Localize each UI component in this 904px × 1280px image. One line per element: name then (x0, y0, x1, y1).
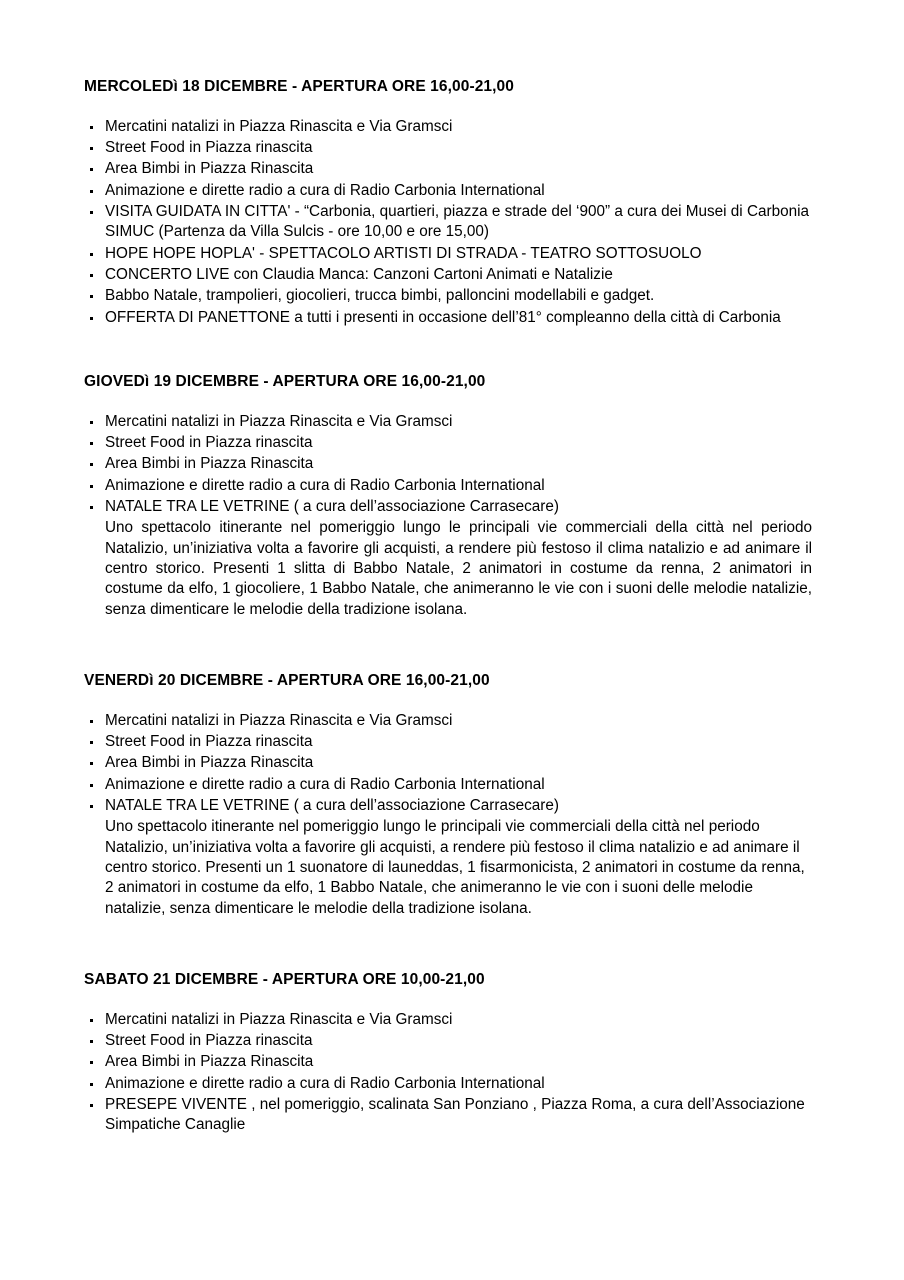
list-item: Animazione e dirette radio a cura di Radio Carbonia International (84, 775, 812, 795)
list-item: Area Bimbi in Piazza Rinascita (84, 753, 812, 773)
section-paragraph: Uno spettacolo itinerante nel pomeriggio lungo le principali vie commerciali della città nel periodo Natalizio, un’iniziativa volta a favorire gli acquisti, a rendere più festoso il clima natalizio e ad animare il centro storico. Presenti 1 slitta di Babbo Natale, 2 animatori in costume da renna, 2 animatori in costume da elfo, 1 giocoliere, 1 Babbo Natale, che animeranno le vie con i suoni delle melodie natalizie, senza dimenticare le melodie della tradizione isolana. (105, 519, 812, 618)
list-item: Street Food in Piazza rinascita (84, 732, 812, 752)
list-item: Animazione e dirette radio a cura di Radio Carbonia International (84, 1074, 812, 1094)
event-list (84, 117, 812, 328)
list-item: Mercatini natalizi in Piazza Rinascita e Via Gramsci (84, 711, 812, 731)
section-heading: SABATO 21 DICEMBRE - APERTURA ORE 10,00-21,00 (84, 971, 485, 989)
spacer (84, 329, 812, 373)
list-item: PRESEPE VIVENTE , nel pomeriggio, scalinata San Ponziano , Piazza Roma, a cura dell’Associazione Simpatiche Canaglie (84, 1095, 812, 1136)
list-item: NATALE TRA LE VETRINE ( a cura dell’associazione Carrasecare) (84, 796, 812, 816)
list-item: Mercatini natalizi in Piazza Rinascita e Via Gramsci (84, 117, 812, 137)
list-item: VISITA GUIDATA IN CITTA' - “Carbonia, quartieri, piazza e strade del ‘900” a cura dei Musei di Carbonia SIMUC (Partenza da Villa Sulcis - ore 10,00 e ore 15,00) (84, 202, 812, 243)
list-item: Mercatini natalizi in Piazza Rinascita e Via Gramsci (84, 1010, 812, 1030)
list-item: Area Bimbi in Piazza Rinascita (84, 1052, 812, 1072)
list-item: Animazione e dirette radio a cura di Radio Carbonia International (84, 476, 812, 496)
list-item: Babbo Natale, trampolieri, giocolieri, trucca bimbi, palloncini modellabili e gadget. (84, 286, 812, 306)
event-day-section (84, 373, 812, 620)
spacer (84, 919, 812, 971)
list-item: Street Food in Piazza rinascita (84, 1031, 812, 1051)
list-item: Area Bimbi in Piazza Rinascita (84, 159, 812, 179)
event-list (84, 711, 812, 817)
event-day-section (84, 672, 812, 919)
section-heading: MERCOLEDì 18 DICEMBRE - APERTURA ORE 16,00-21,00 (84, 78, 514, 95)
list-item: Animazione e dirette radio a cura di Radio Carbonia International (84, 181, 812, 201)
list-item: Area Bimbi in Piazza Rinascita (84, 454, 812, 474)
event-list (84, 1010, 812, 1136)
event-list (84, 412, 812, 518)
section-heading: GIOVEDì 19 DICEMBRE - APERTURA ORE 16,00-21,00 (84, 373, 486, 391)
list-item: Mercatini natalizi in Piazza Rinascita e Via Gramsci (84, 412, 812, 432)
event-day-section (84, 78, 812, 328)
list-item: NATALE TRA LE VETRINE ( a cura dell’associazione Carrasecare) (84, 497, 812, 517)
section-paragraph: Uno spettacolo itinerante nel pomeriggio lungo le principali vie commerciali della città nel periodo Natalizio, un’iniziativa volta a favorire gli acquisti, a rendere più festoso il clima natalizio e ad animare il centro storico. Presenti un 1 suonatore di launeddas, 1 fisarmonicista, 2 animatori in costume da renna, 2 animatori in costume da elfo, 1 Babbo Natale, che animeranno le vie con i suoni delle melodie natalizie, senza dimenticare le melodie della tradizione isolana. (105, 818, 805, 917)
list-item: HOPE HOPE HOPLA' - SPETTACOLO ARTISTI DI STRADA - TEATRO SOTTOSUOLO (84, 244, 812, 264)
event-day-section (84, 971, 812, 1136)
list-item: Street Food in Piazza rinascita (84, 433, 812, 453)
spacer (84, 620, 812, 672)
section-heading: VENERDì 20 DICEMBRE - APERTURA ORE 16,00-21,00 (84, 672, 490, 690)
list-item: Street Food in Piazza rinascita (84, 138, 812, 158)
list-item: CONCERTO LIVE con Claudia Manca: Canzoni Cartoni Animati e Natalizie (84, 265, 812, 285)
list-item: OFFERTA DI PANETTONE a tutti i presenti in occasione dell’81° compleanno della città di Carbonia (84, 308, 812, 328)
